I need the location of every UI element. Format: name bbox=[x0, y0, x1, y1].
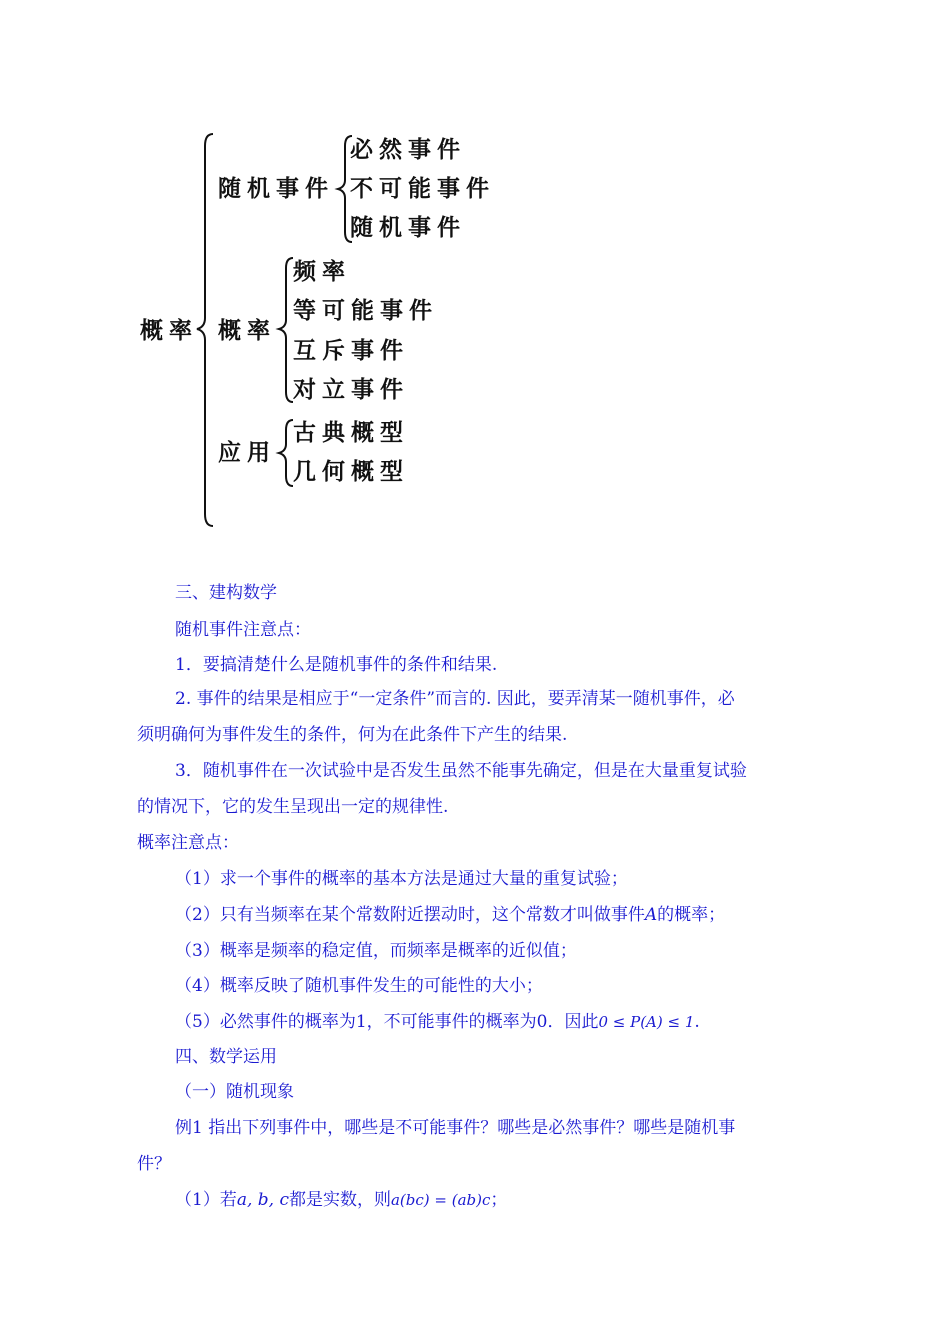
example1-line-a: 例1 指出下列事件中，哪些是不可能事件？哪些是必然事件？哪些是随机事 bbox=[175, 1118, 736, 1138]
random-note-1: 1．要搞清楚什么是随机事件的条件和结果. bbox=[175, 655, 498, 675]
leaf-certain-event: 必然事件 bbox=[350, 137, 466, 163]
event-variable-a: A bbox=[644, 905, 658, 925]
prob-note-2-text-b: 的概率； bbox=[657, 905, 726, 925]
prob-note-2 bbox=[0, 904, 950, 926]
leaf-random-event: 随机事件 bbox=[350, 215, 466, 241]
section3-title: 三、建构数学 bbox=[175, 583, 277, 603]
leaf-classical-model: 古典概型 bbox=[293, 420, 409, 446]
root-brace bbox=[197, 134, 213, 526]
application-brace bbox=[279, 420, 293, 486]
random-notes-title: 随机事件注意点： bbox=[175, 620, 311, 640]
leaf-complementary-event: 对立事件 bbox=[293, 377, 409, 403]
probability-brace bbox=[279, 258, 293, 402]
prob-note-5-text: （5）必然事件的概率为1，不可能事件的概率为0．因此 bbox=[175, 1012, 599, 1032]
random-note-3a: 3．随机事件在一次试验中是否发生虽然不能事先确定，但是在大量重复试验 bbox=[175, 761, 747, 781]
probability-range-formula: 0 ≤ P(A) ≤ 1 bbox=[598, 1013, 695, 1031]
prob-note-5-end: . bbox=[694, 1012, 700, 1032]
example1-line-b: 件？ bbox=[137, 1154, 171, 1174]
prob-note-3: （3）概率是频率的稳定值，而频率是概率的近似值； bbox=[175, 941, 577, 961]
concept-tree-diagram bbox=[0, 0, 950, 560]
question-1-end: ； bbox=[490, 1190, 508, 1210]
branch-probability: 概率 bbox=[218, 318, 276, 344]
branch-application: 应用 bbox=[218, 440, 276, 466]
leaf-equally-likely-event: 等可能事件 bbox=[293, 298, 438, 324]
random-note-2b: 须明确何为事件发生的条件，何为在此条件下产生的结果. bbox=[137, 725, 568, 745]
leaf-impossible-event: 不可能事件 bbox=[350, 176, 495, 202]
leaf-frequency: 频率 bbox=[293, 259, 351, 285]
leaf-mutually-exclusive-event: 互斥事件 bbox=[293, 338, 409, 364]
tree-root: 概率 bbox=[140, 318, 198, 344]
associativity-formula: a(bc) = (ab)c bbox=[390, 1191, 491, 1209]
question-1 bbox=[0, 1189, 950, 1211]
random-note-3b: 的情况下，它的发生呈现出一定的规律性. bbox=[137, 797, 449, 817]
prob-note-5 bbox=[0, 1011, 950, 1033]
question-1-text-a: （1）若 bbox=[175, 1190, 237, 1210]
prob-note-2-text-a: （2）只有当频率在某个常数附近摆动时，这个常数才叫做事件 bbox=[175, 905, 645, 925]
subsection1-title: （一）随机现象 bbox=[175, 1082, 294, 1102]
branch-random-events: 随机事件 bbox=[218, 176, 334, 202]
random-note-2a: 2. 事件的结果是相应于“一定条件”而言的. 因此，要弄清某一随机事件，必 bbox=[175, 689, 735, 709]
leaf-geometric-model: 几何概型 bbox=[293, 459, 409, 485]
question-1-text-b: 都是实数，则 bbox=[288, 1190, 391, 1210]
section4-title: 四、数学运用 bbox=[175, 1047, 277, 1067]
question-1-variables: a, b, c bbox=[236, 1190, 289, 1210]
prob-notes-title: 概率注意点： bbox=[137, 833, 239, 853]
prob-note-4: （4）概率反映了随机事件发生的可能性的大小； bbox=[175, 976, 543, 996]
prob-note-1: （1）求一个事件的概率的基本方法是通过大量的重复试验； bbox=[175, 869, 628, 889]
